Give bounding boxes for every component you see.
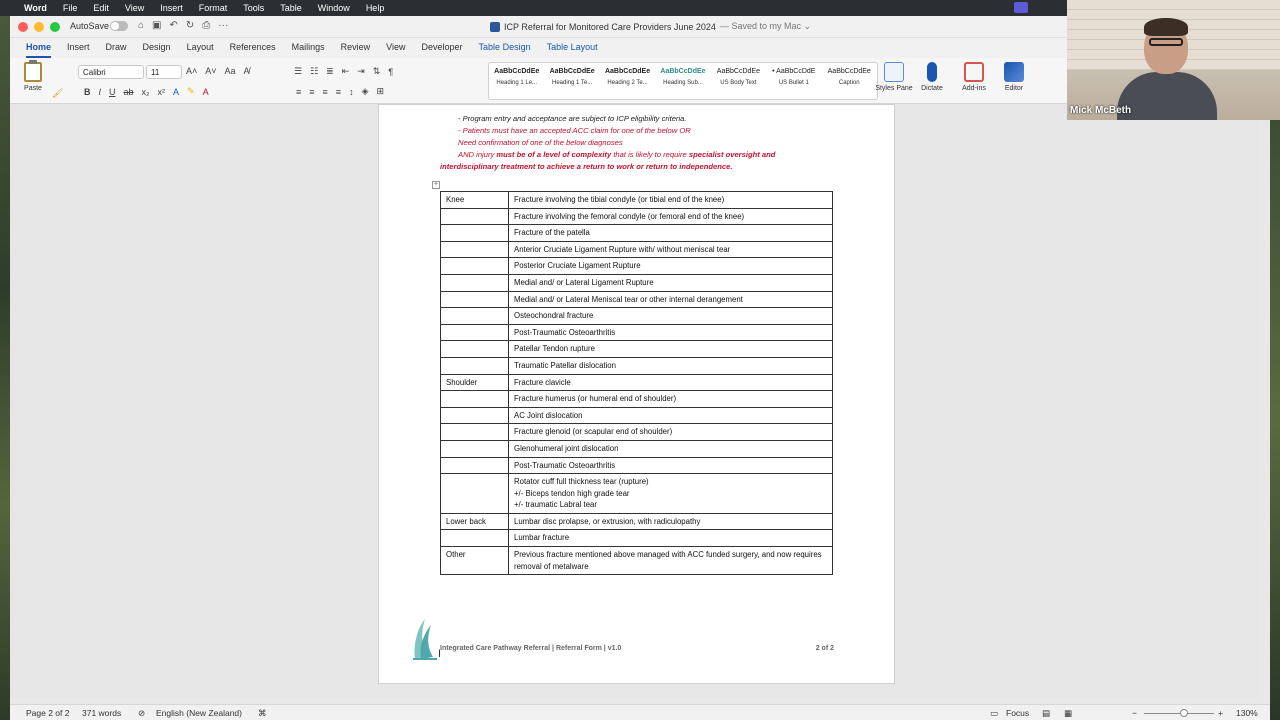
align-right-icon[interactable]: ≡ bbox=[322, 86, 328, 97]
region-cell-empty[interactable] bbox=[441, 407, 509, 424]
diagnosis-line: +/- traumatic Labral tear bbox=[514, 500, 597, 510]
zoom-slider-knob[interactable] bbox=[1180, 709, 1188, 717]
style-us-body-text[interactable] bbox=[711, 63, 766, 99]
shading-icon[interactable]: ◈ bbox=[361, 86, 369, 96]
tab-review[interactable]: Review bbox=[340, 42, 371, 52]
underline-icon[interactable]: U bbox=[109, 86, 116, 97]
multilevel-list-icon[interactable]: ≣ bbox=[326, 66, 334, 76]
document-canvas[interactable] bbox=[10, 104, 1258, 698]
region-cell-empty[interactable] bbox=[441, 530, 509, 547]
style-name: Heading 2 Te... bbox=[607, 80, 648, 86]
subscript-icon[interactable]: x₂ bbox=[141, 86, 150, 97]
diagnosis-cell[interactable]: Fracture of the patella bbox=[509, 225, 833, 242]
word-count[interactable]: 371 words bbox=[82, 708, 122, 718]
diagnosis-cell[interactable]: Patellar Tendon rupture bbox=[509, 341, 833, 358]
menu-window[interactable]: Window bbox=[317, 3, 350, 13]
tab-insert[interactable]: Insert bbox=[67, 42, 90, 52]
table-row[interactable] bbox=[441, 241, 833, 258]
table-row[interactable] bbox=[441, 440, 833, 457]
paste-label: Paste bbox=[24, 85, 42, 92]
text-cursor-icon: I bbox=[438, 648, 442, 660]
table-row[interactable] bbox=[441, 530, 833, 547]
style-name: Heading 1 Te... bbox=[552, 80, 593, 86]
justify-icon[interactable]: ≡ bbox=[335, 86, 342, 97]
diagnoses-table[interactable] bbox=[440, 191, 833, 575]
proofing-icon[interactable]: ⊘ bbox=[138, 708, 146, 718]
table-row[interactable] bbox=[441, 374, 833, 391]
webcam-overlay bbox=[1067, 0, 1280, 120]
diagnosis-cell[interactable]: Glenohumeral joint dislocation bbox=[509, 440, 833, 457]
increase-indent-icon[interactable]: ⇥ bbox=[357, 66, 365, 76]
table-row[interactable] bbox=[441, 258, 833, 275]
diagnosis-cell[interactable]: Lumbar disc prolapse, or extrusion, with radiculopathy bbox=[509, 513, 833, 530]
criteria-line-1: - Program entry and acceptance are subject to ICP eligibility criteria. bbox=[458, 114, 687, 123]
region-cell-empty[interactable] bbox=[441, 341, 509, 358]
region-cell-empty[interactable] bbox=[441, 225, 509, 242]
add-ins-icon bbox=[964, 62, 984, 82]
menu-insert[interactable]: Insert bbox=[160, 3, 183, 13]
diagnosis-line: +/- Biceps tendon high grade tear bbox=[514, 488, 630, 498]
diagnosis-cell[interactable]: AC Joint dislocation bbox=[509, 407, 833, 424]
paste-button[interactable] bbox=[18, 62, 48, 100]
shrink-font-icon[interactable]: A˅ bbox=[205, 66, 217, 76]
region-cell-empty[interactable] bbox=[441, 241, 509, 258]
region-cell-empty[interactable] bbox=[441, 208, 509, 225]
styles-gallery bbox=[488, 62, 878, 100]
quick-access-toolbar bbox=[138, 20, 228, 31]
dictate-label: Dictate bbox=[921, 85, 943, 92]
style-caption[interactable] bbox=[822, 63, 877, 99]
style-heading-1-left[interactable] bbox=[489, 63, 544, 99]
table-move-handle[interactable]: + bbox=[433, 181, 439, 188]
undo-icon[interactable]: ↶ bbox=[169, 20, 178, 31]
microphone-icon bbox=[927, 62, 937, 82]
table-row[interactable] bbox=[441, 225, 833, 242]
style-name: US Bullet 1 bbox=[778, 80, 809, 86]
font-style-controls bbox=[84, 86, 209, 97]
close-window-button[interactable] bbox=[18, 22, 28, 32]
diagnosis-cell[interactable]: Traumatic Patellar dislocation bbox=[509, 357, 833, 374]
style-sample: AaBbCcDdEe bbox=[716, 68, 760, 75]
diagnosis-cell[interactable]: Fracture involving the femoral condyle (or femoral end of the knee) bbox=[509, 208, 833, 225]
menu-file[interactable]: File bbox=[62, 3, 78, 13]
font-size-dropdown[interactable]: 11 bbox=[146, 65, 182, 79]
table-row[interactable] bbox=[441, 547, 833, 575]
diagnosis-cell[interactable]: Medial and/ or Lateral Ligament Rupture bbox=[509, 274, 833, 291]
criteria-line-2: - Patients must have an accepted ACC claim for one of the below OR bbox=[458, 126, 691, 135]
style-name: Caption bbox=[838, 80, 860, 86]
tab-table-design[interactable]: Table Design bbox=[478, 42, 531, 52]
format-painter-icon[interactable]: 🖌 bbox=[52, 88, 64, 98]
diagnosis-cell[interactable]: Fracture humerus (or humeral end of shoulder) bbox=[509, 391, 833, 408]
table-row[interactable] bbox=[441, 474, 833, 514]
add-ins-label: Add-ins bbox=[962, 85, 986, 92]
tab-references[interactable]: References bbox=[229, 42, 276, 52]
region-cell-empty[interactable] bbox=[441, 308, 509, 325]
sort-icon[interactable]: ⇅ bbox=[372, 66, 381, 76]
region-cell-empty[interactable] bbox=[441, 424, 509, 441]
webcam-participant-name: Mick McBeth bbox=[1070, 105, 1132, 116]
region-cell-empty[interactable] bbox=[441, 440, 509, 457]
criteria-text: AND injury bbox=[458, 150, 497, 159]
font-name-dropdown[interactable]: Calibri bbox=[78, 65, 144, 79]
style-sample: • AaBbCcDdE bbox=[772, 68, 816, 75]
font-color-icon[interactable]: A bbox=[202, 86, 209, 97]
tab-developer[interactable]: Developer bbox=[421, 42, 463, 52]
paragraph-controls-top bbox=[294, 66, 393, 77]
status-bar bbox=[10, 704, 1270, 720]
style-heading-2-text[interactable] bbox=[600, 63, 655, 99]
font-size-controls bbox=[186, 66, 250, 76]
styles-pane-label: Styles Pane bbox=[875, 85, 913, 92]
style-name: Heading Sub... bbox=[663, 80, 703, 86]
style-name: US Body Text bbox=[720, 80, 757, 86]
editor-label: Editor bbox=[1004, 85, 1024, 92]
criteria-bold-text: specialist oversight and bbox=[688, 150, 776, 159]
table-row[interactable] bbox=[441, 291, 833, 308]
italic-icon[interactable]: I bbox=[98, 86, 102, 97]
autosave-toggle[interactable] bbox=[110, 21, 128, 31]
footer-text: Integrated Care Pathway Referral | Referral Form | v1.0 bbox=[440, 645, 622, 652]
add-ins-button[interactable] bbox=[954, 62, 994, 92]
tab-home[interactable]: Home bbox=[18, 38, 59, 58]
menu-edit[interactable]: Edit bbox=[93, 3, 109, 13]
clipboard-icon bbox=[24, 62, 42, 82]
borders-icon[interactable]: ⊞ bbox=[376, 86, 385, 96]
webcam-person-hair bbox=[1144, 18, 1188, 36]
minimize-window-button[interactable] bbox=[34, 22, 44, 32]
diagnosis-cell[interactable]: Medial and/ or Lateral Meniscal tear or other internal derangement bbox=[509, 291, 833, 308]
clear-format-icon[interactable]: A̸ bbox=[243, 66, 250, 76]
page-count[interactable]: Page 2 of 2 bbox=[26, 708, 70, 718]
line-spacing-icon[interactable]: ↕ bbox=[349, 86, 354, 97]
diagnosis-cell-rotator-cuff[interactable] bbox=[509, 474, 833, 514]
region-cell-empty[interactable] bbox=[441, 274, 509, 291]
style-sample: AaBbCcDdEe bbox=[827, 68, 871, 75]
menu-help[interactable]: Help bbox=[365, 3, 385, 13]
table-row[interactable] bbox=[441, 407, 833, 424]
focus-button[interactable]: Focus bbox=[1006, 708, 1030, 718]
diagnosis-cell[interactable]: Fracture involving the tibial condyle (or tibial end of the knee) bbox=[509, 192, 833, 209]
region-cell-empty[interactable] bbox=[441, 324, 509, 341]
footer-logo-icon bbox=[411, 617, 442, 661]
table-row[interactable] bbox=[441, 457, 833, 474]
screen-share-icon[interactable] bbox=[1014, 2, 1028, 13]
diagnosis-cell[interactable]: Posterior Cruciate Ligament Rupture bbox=[509, 258, 833, 275]
tab-table-layout[interactable]: Table Layout bbox=[546, 42, 598, 52]
styles-pane-button[interactable] bbox=[874, 62, 914, 92]
accessibility-icon[interactable]: ⌘ bbox=[258, 708, 267, 718]
diagnosis-cell[interactable]: Lumbar fracture bbox=[509, 530, 833, 547]
region-cell-empty[interactable] bbox=[441, 391, 509, 408]
web-layout-icon[interactable]: ▦ bbox=[1064, 708, 1073, 718]
table-row[interactable] bbox=[441, 324, 833, 341]
strikethrough-icon[interactable]: ab bbox=[123, 86, 134, 97]
save-status: — Saved to my Mac ⌄ bbox=[719, 21, 812, 31]
numbering-icon[interactable]: ☷ bbox=[310, 66, 319, 76]
decrease-indent-icon[interactable]: ⇤ bbox=[341, 66, 350, 76]
region-cell-knee[interactable]: Knee bbox=[441, 192, 509, 209]
region-cell-other[interactable]: Other bbox=[441, 547, 509, 575]
style-sample: AaBbCcDdEe bbox=[660, 68, 706, 75]
paragraph-controls-bottom bbox=[296, 86, 384, 97]
word-doc-icon bbox=[490, 22, 500, 32]
more-icon[interactable]: ··· bbox=[218, 20, 229, 31]
table-row[interactable] bbox=[441, 274, 833, 291]
bold-icon[interactable]: B bbox=[84, 86, 91, 97]
style-heading-1-text[interactable] bbox=[544, 63, 599, 99]
table-row[interactable] bbox=[441, 308, 833, 325]
language-indicator[interactable]: English (New Zealand) bbox=[156, 708, 242, 718]
region-cell-shoulder[interactable]: Shoulder bbox=[441, 374, 509, 391]
criteria-line-3: Need confirmation of one of the below diagnoses bbox=[458, 138, 623, 147]
desktop-background-left bbox=[0, 0, 10, 720]
print-layout-icon[interactable]: ▤ bbox=[1042, 708, 1051, 718]
diagnosis-cell[interactable]: Fracture clavicle bbox=[509, 374, 833, 391]
diagnosis-cell[interactable]: Fracture glenoid (or scapular end of shoulder) bbox=[509, 424, 833, 441]
criteria-line-5: interdisciplinary treatment to achieve a return to work or return to independence. bbox=[440, 162, 733, 171]
region-cell-empty[interactable] bbox=[441, 457, 509, 474]
zoom-window-button[interactable] bbox=[50, 22, 60, 32]
pilcrow-icon[interactable]: ¶ bbox=[388, 66, 394, 77]
style-sample: AaBbCcDdEe bbox=[494, 68, 540, 75]
document-page[interactable] bbox=[378, 104, 895, 684]
criteria-bold-text: must be of a level of complexity bbox=[496, 150, 612, 159]
footer-page-number: 2 of 2 bbox=[815, 645, 834, 652]
diagnosis-cell[interactable]: Post-Traumatic Osteoarthritis bbox=[509, 324, 833, 341]
zoom-out-icon[interactable]: − bbox=[1132, 708, 1137, 718]
print-icon[interactable]: ⎙ bbox=[202, 20, 211, 31]
menu-app-name[interactable]: Word bbox=[24, 3, 47, 13]
save-icon[interactable]: ▣ bbox=[152, 20, 162, 31]
bullets-icon[interactable]: ☰ bbox=[294, 66, 303, 76]
styles-pane-icon bbox=[884, 62, 904, 82]
highlight-icon[interactable]: ✎ bbox=[187, 86, 195, 96]
table-row[interactable] bbox=[441, 391, 833, 408]
editor-icon bbox=[1004, 62, 1024, 82]
editor-button[interactable] bbox=[994, 62, 1034, 92]
tab-design[interactable]: Design bbox=[142, 42, 171, 52]
diagnosis-line: Rotator cuff full thickness tear (rupture) bbox=[514, 477, 649, 487]
focus-icon[interactable]: ▭ bbox=[990, 708, 999, 718]
menu-tools[interactable]: Tools bbox=[243, 3, 265, 13]
tab-view[interactable]: View bbox=[386, 42, 406, 52]
webcam-person-glasses bbox=[1149, 38, 1183, 46]
text-effects-icon[interactable]: A bbox=[173, 86, 180, 97]
document-name: ICP Referral for Monitored Care Providers June 2024 bbox=[504, 21, 716, 32]
word-window bbox=[10, 16, 1270, 720]
table-row[interactable] bbox=[441, 424, 833, 441]
document-title[interactable] bbox=[490, 21, 811, 32]
table-row[interactable] bbox=[441, 208, 833, 225]
desktop-background-right bbox=[1270, 120, 1280, 720]
region-cell-lower-back[interactable]: Lower back bbox=[441, 513, 509, 530]
region-cell-empty[interactable] bbox=[441, 474, 509, 514]
style-sample: AaBbCcDdEe bbox=[604, 68, 651, 75]
zoom-slider[interactable] bbox=[1144, 713, 1214, 714]
tab-mailings[interactable]: Mailings bbox=[291, 42, 325, 52]
menu-table[interactable]: Table bbox=[280, 3, 302, 13]
tab-draw[interactable]: Draw bbox=[105, 42, 127, 52]
change-case-icon[interactable]: Aa bbox=[224, 66, 236, 76]
diagnosis-cell[interactable]: Post-Traumatic Osteoarthritis bbox=[509, 457, 833, 474]
style-name: Heading 1 Le... bbox=[496, 80, 538, 86]
region-cell-empty[interactable] bbox=[441, 291, 509, 308]
zoom-level[interactable]: 130% bbox=[1236, 708, 1258, 718]
dictate-button[interactable] bbox=[912, 62, 952, 92]
webcam-person-body bbox=[1117, 72, 1217, 120]
region-cell-empty[interactable] bbox=[441, 258, 509, 275]
table-row[interactable] bbox=[441, 192, 833, 209]
criteria-text: that is likely to require bbox=[611, 150, 689, 159]
region-cell-empty[interactable] bbox=[441, 357, 509, 374]
autosave-label: AutoSave bbox=[70, 21, 110, 31]
table-row[interactable] bbox=[441, 341, 833, 358]
table-row[interactable] bbox=[441, 357, 833, 374]
style-us-bullet-1[interactable] bbox=[766, 63, 821, 99]
grow-font-icon[interactable]: A˄ bbox=[186, 66, 198, 76]
criteria-line-4 bbox=[458, 149, 775, 161]
menu-format[interactable]: Format bbox=[198, 3, 228, 13]
redo-icon[interactable]: ↻ bbox=[185, 20, 195, 31]
style-heading-sub[interactable] bbox=[655, 63, 710, 99]
superscript-icon[interactable]: x² bbox=[157, 86, 166, 97]
table-row[interactable] bbox=[441, 513, 833, 530]
align-left-icon[interactable]: ≡ bbox=[296, 86, 302, 97]
diagnosis-cell[interactable]: Anterior Cruciate Ligament Rupture with/ without meniscal tear bbox=[509, 241, 833, 258]
menu-view[interactable]: View bbox=[124, 3, 145, 13]
align-center-icon[interactable]: ≡ bbox=[309, 86, 315, 97]
tab-layout[interactable]: Layout bbox=[186, 42, 214, 52]
home-icon[interactable]: ⌂ bbox=[138, 20, 145, 31]
style-sample: AaBbCcDdEe bbox=[549, 68, 595, 75]
zoom-in-icon[interactable]: + bbox=[1218, 708, 1223, 718]
diagnosis-cell[interactable]: Osteochondral fracture bbox=[509, 308, 833, 325]
diagnosis-cell[interactable]: Previous fracture mentioned above managed with ACC funded surgery, and now requires removal of metalware bbox=[509, 547, 833, 575]
